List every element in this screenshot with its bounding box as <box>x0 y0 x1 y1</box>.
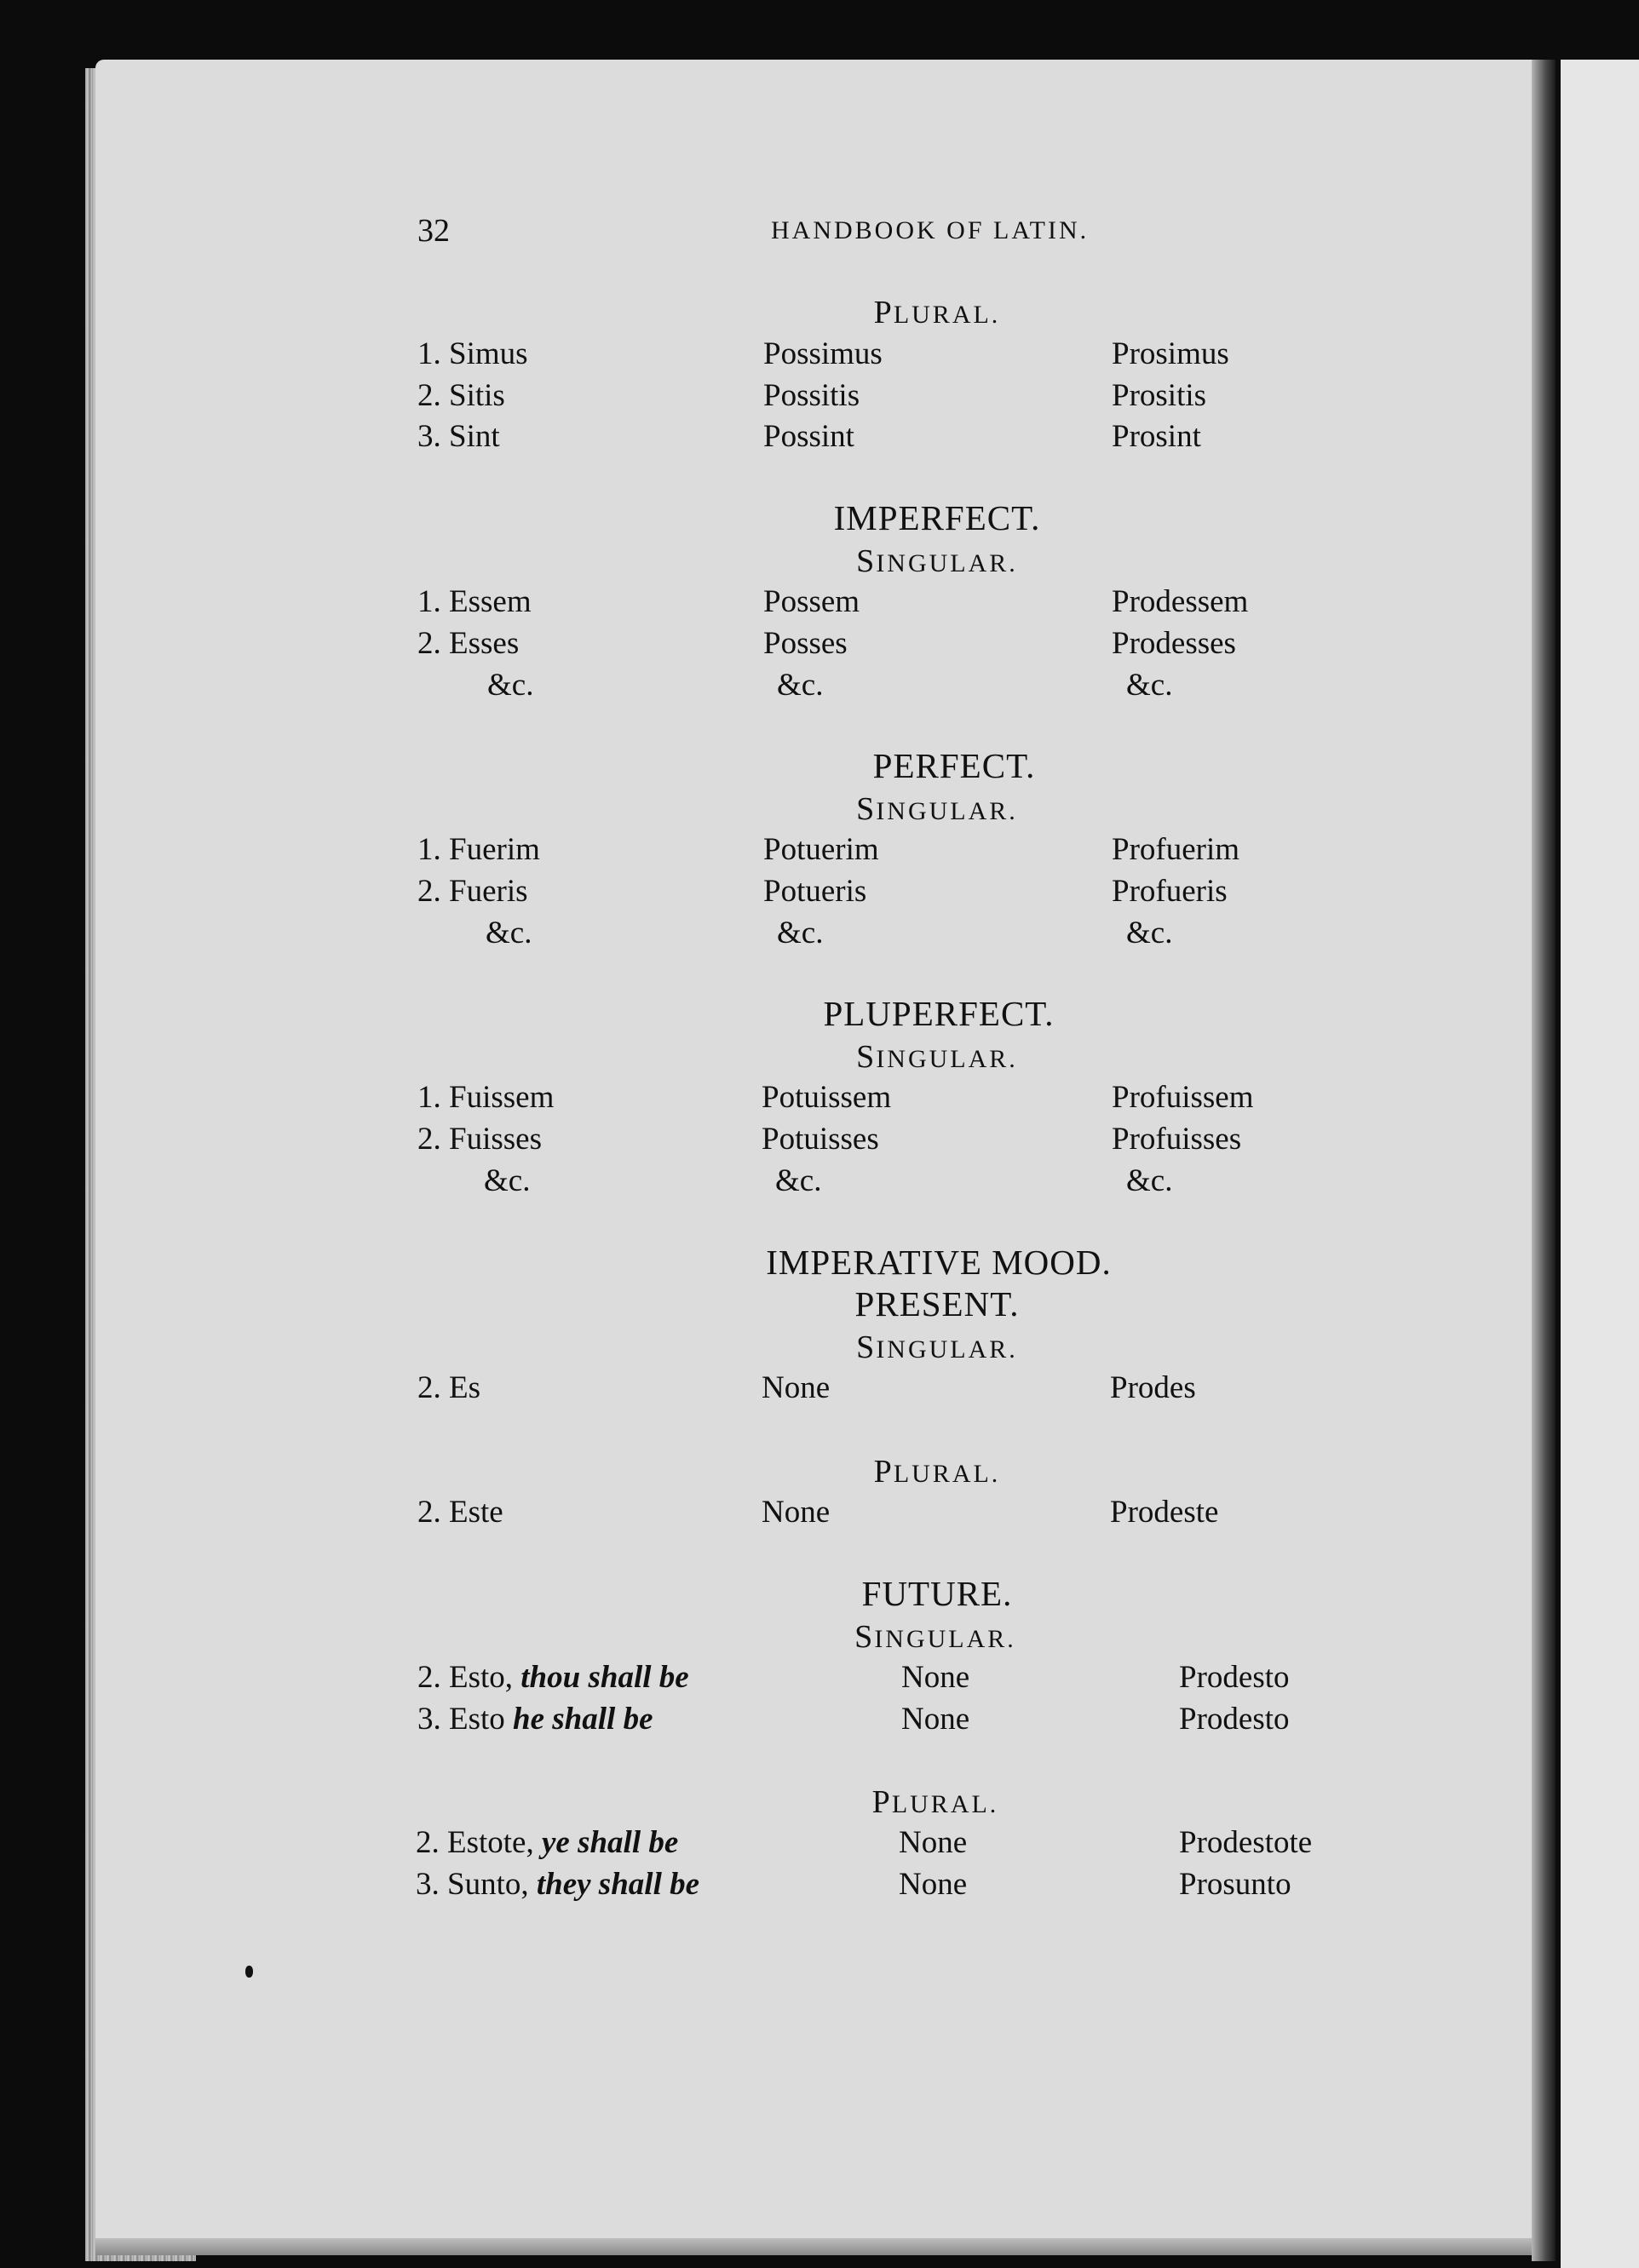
row-label: 3. Sunto, they shall be <box>416 1867 700 1902</box>
row-col2: Possem <box>763 584 860 619</box>
page-number: 32 <box>417 213 450 249</box>
row-col3: Prodessem <box>1112 584 1249 619</box>
row-col2: None <box>762 1495 831 1530</box>
row-label: 2. Esto, thou shall be <box>417 1660 689 1695</box>
row-col3: Prositis <box>1112 378 1207 413</box>
row-col2: Possimus <box>763 336 883 371</box>
row-col2: Potuerim <box>763 832 879 867</box>
number-heading: SINGULAR. <box>854 1619 1016 1655</box>
row-col2: Potuissem <box>762 1080 892 1115</box>
row-col2: None <box>901 1660 970 1695</box>
section-heading: IMPERFECT. <box>833 498 1041 537</box>
row-gloss: they shall be <box>536 1867 700 1902</box>
row-col3: Profuisses <box>1112 1122 1242 1157</box>
row-col2: &c. <box>777 668 824 703</box>
number-heading: SINGULAR. <box>856 1329 1018 1365</box>
row-label: 2. Sitis <box>417 378 505 413</box>
number-heading: PLURAL. <box>873 1454 1001 1490</box>
row-col2: Potueris <box>763 874 867 909</box>
row-col3: Prodestote <box>1179 1825 1313 1860</box>
row-label: 1. Essem <box>417 584 532 619</box>
row-col3: &c. <box>1126 1163 1173 1198</box>
row-label: 2. Fuisses <box>417 1122 542 1157</box>
row-col2: None <box>899 1825 968 1860</box>
row-col3: Prodesses <box>1112 626 1236 661</box>
row-col2: &c. <box>777 916 824 950</box>
number-heading: PLURAL. <box>871 1784 999 1820</box>
section-heading: FUTURE. <box>861 1574 1013 1613</box>
row-label: 2. Este <box>417 1495 503 1530</box>
row-col3: Prosunto <box>1179 1867 1291 1902</box>
row-col2: Possint <box>763 419 854 454</box>
row-col3: Profueris <box>1112 874 1228 909</box>
ink-mark <box>245 1966 253 1978</box>
row-label: 2. Fueris <box>417 874 528 909</box>
row-gloss: he shall be <box>513 1702 653 1737</box>
page-bottom-edge <box>95 2238 1544 2255</box>
row-label: 1. Fuerim <box>417 832 540 867</box>
row-label: &c. <box>486 916 532 950</box>
row-label: 1. Simus <box>417 336 528 371</box>
row-col3: Prodes <box>1110 1370 1196 1405</box>
row-col2: Possitis <box>763 378 860 413</box>
row-label: 2. Estote, ye shall be <box>416 1825 679 1860</box>
row-col2: None <box>901 1702 970 1737</box>
row-label: 1. Fuissem <box>417 1080 555 1115</box>
row-label: 2. Es <box>417 1370 480 1405</box>
row-col2: None <box>762 1370 831 1405</box>
running-title: HANDBOOK OF LATIN. <box>771 216 1090 244</box>
section-heading: IMPERATIVE MOOD. <box>766 1243 1112 1282</box>
row-label: &c. <box>484 1163 531 1198</box>
row-col3: Prodesto <box>1179 1660 1290 1695</box>
row-label: &c. <box>487 668 534 703</box>
row-col3: Prodesto <box>1179 1702 1290 1737</box>
row-col3: Profuerim <box>1112 832 1240 867</box>
section-heading: PLUPERFECT. <box>823 994 1055 1033</box>
row-gloss: thou shall be <box>520 1660 689 1695</box>
row-col2: None <box>899 1867 968 1902</box>
row-gloss: ye shall be <box>541 1825 679 1860</box>
row-label: 3. Sint <box>417 419 500 454</box>
row-col2: Potuisses <box>762 1122 879 1157</box>
row-col3: Profuissem <box>1112 1080 1254 1115</box>
number-heading: SINGULAR. <box>856 1039 1018 1075</box>
row-label: 3. Esto he shall be <box>417 1702 653 1737</box>
row-col3: &c. <box>1126 668 1173 703</box>
row-col3: &c. <box>1126 916 1173 950</box>
row-col3: Prodeste <box>1110 1495 1219 1530</box>
section-heading: PERFECT. <box>872 746 1036 785</box>
row-col3: Prosimus <box>1112 336 1229 371</box>
number-heading: SINGULAR. <box>856 791 1018 827</box>
number-heading: SINGULAR. <box>856 543 1018 579</box>
number-heading: PLURAL. <box>873 295 1001 330</box>
section-subheading: PRESENT. <box>854 1284 1020 1323</box>
facing-page-edge <box>1561 60 1639 2268</box>
row-col3: Prosint <box>1112 419 1201 454</box>
row-col2: Posses <box>763 626 848 661</box>
row-col2: &c. <box>775 1163 822 1198</box>
row-label: 2. Esses <box>417 626 520 661</box>
book-spine <box>1532 60 1556 2261</box>
